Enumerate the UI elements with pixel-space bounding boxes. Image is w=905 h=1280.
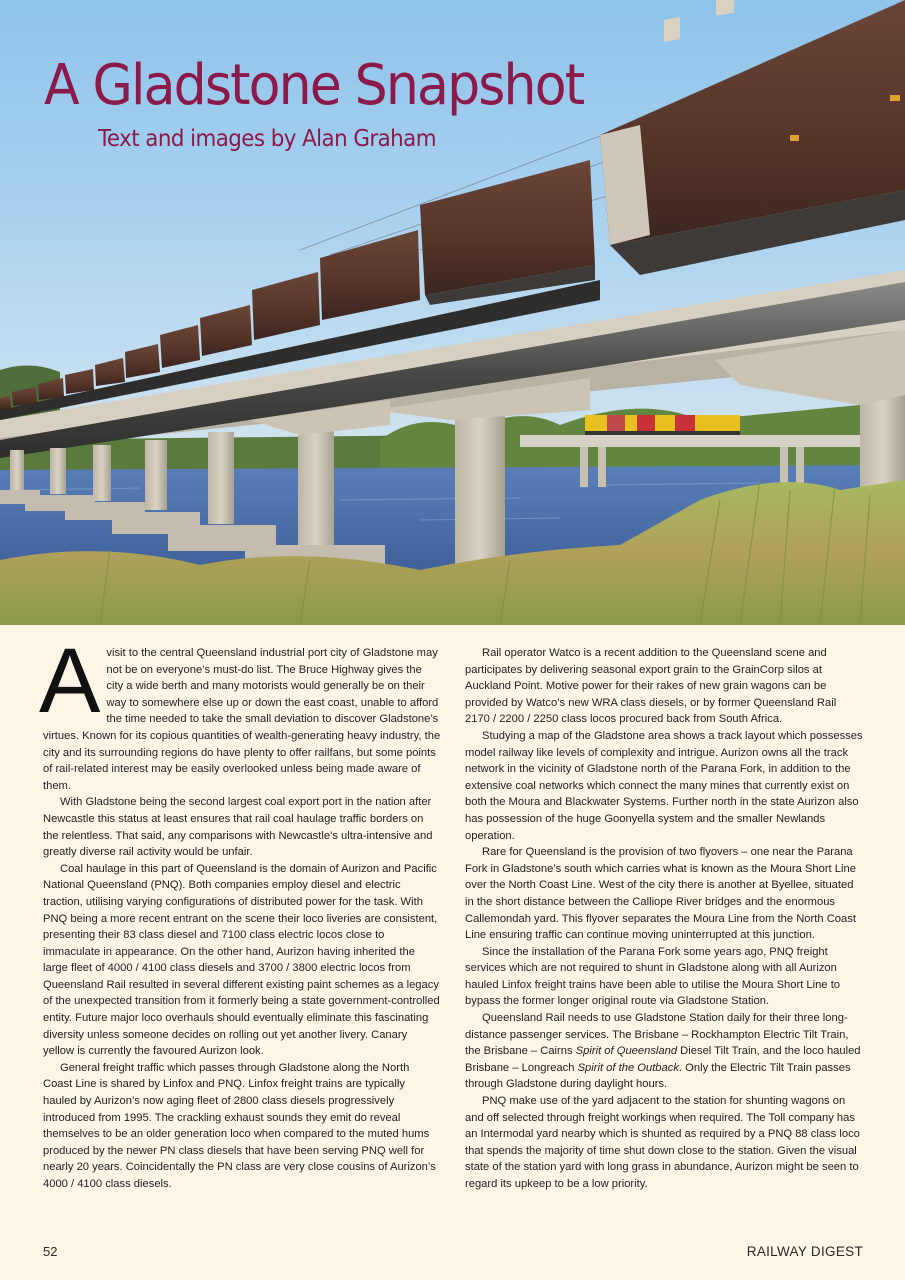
article-title: A Gladstone Snapshot	[44, 53, 584, 118]
paragraph: Rare for Queensland is the provision of two flyovers – one near the Parana Fork in Gladstone’s south which carries what is known as the Moura Short Line over the North Coast Line. West of the city there is another at Byellee, situated in the short distance between the Calliope River bridges and the enormous Callemondah yard. This flyover separates the Moura Line from the North Coast Line ensuring traffic can continue moving uninterrupted at this junction.	[465, 846, 856, 942]
page-footer	[43, 1244, 863, 1259]
train-name: Spirit of the Outback	[577, 1061, 679, 1074]
paragraph: Since the installation of the Parana Fork some years ago, PNQ freight services which are not required to shunt in Gladstone along with all Aurizon hauled Linfox freight trains have been able to utilise the Moura Short Line to bypass the former longer original route via Gladstone Station.	[465, 945, 841, 1008]
page-number: 52	[43, 1244, 58, 1259]
article-column-right	[465, 645, 863, 1193]
train-name: Spirit of Queensland	[575, 1045, 678, 1058]
paragraph: PNQ make use of the yard adjacent to the station for shunting wagons on and off selected through freight workings when required. The Toll company has an Intermodal yard nearby which is shunted as required by a PNQ 88 class loco that spends the majority of time shut down close to the station. Given the visual state of the station yard with long grass in abundance, Aurizon might be seen to regard its upkeep to be a low priority.	[465, 1095, 860, 1190]
publication-name: RAILWAY DIGEST	[746, 1244, 863, 1259]
locomotive-yellow-red	[585, 415, 740, 435]
paragraph: Rail operator Watco is a recent addition to the Queensland scene and participates by delivering seasonal export grain to the GrainCorp silos at Auckland Point. Motive power for their rakes of new grain wagons can be provided by Watco’s new WRA class diesels, or by former Queensland Rail 2170 / 2200 / 2250 class locos procured back from South Africa.	[465, 647, 837, 726]
article-byline: Text and images by Alan Graham	[98, 126, 436, 152]
paragraph: Avisit to the central Queensland industrial port city of Gladstone may not be on everyone’s must-do list. The Bruce Highway gives the city a wide berth and many motorists would generally be on their way to somewhere else up or down the east coast, unable to afford the time needed to take the small deviation to discover Gladstone’s virtues. Known for its copious quantities of wealth-generating heavy industry, the city and its surrounding regions do have plenty to offer railfans, but some points of rail-related interest may be easily overlooked unless being made aware of them.	[39, 630, 441, 792]
paragraph: Coal haulage in this part of Queensland is the domain of Aurizon and Pacific National Queensland (PNQ). Both companies employ diesel and electric traction, utilising varying configurations of distributed power for the task. With PNQ being a more recent entrant on the scene their loco liveries are consistent, presenting their 83 class diesel and 7100 class electric locos close to immaculate in appearance. On the other hand, Aurizon having inherited the large fleet of 4000 / 4100 class diesels and 3700 / 3800 electric locos from Queensland Rail resulted in several different existing paint schemes as a legacy of the unexpected transition from it formerly being a state government-controlled entity. Future major loco overhauls should eventually eliminate this fascinating diversity unless someone decides on rolling out yet another livery. Canary yellow is currently the favoured Aurizon look.	[43, 862, 440, 1058]
paragraph: Studying a map of the Gladstone area shows a track layout which possesses model railway like levels of complexity and intrigue. Aurizon owns all the track network in the vicinity of Gladstone north of the Parana Fork, in addition to the extensive coal networks which connect the many mines that currently exist on both the Moura and Blackwater Systems. Further north in the state Aurizon also has possession of the huge Goonyella system and the smaller Newlands operation.	[465, 729, 863, 842]
paragraph: With Gladstone being the second largest coal export port in the nation after Newcastle this status at least ensures that rail coal haulage traffic borders on the relentless. That said, any comparisons with Newcastle’s ultra-intensive and greatly diverse rail activity would be unfair.	[43, 796, 433, 859]
paragraph: General freight traffic which passes through Gladstone along the North Coast Line is shared by Linfox and PNQ. Linfox freight trains are typically hauled by Aurizon’s now aging fleet of 2800 class diesels progressively introduced from 1995. The crackling exhaust sounds they emit do reveal themselves to be an older generation loco when compared to the muted hums produced by the newer PN class diesels that have been serving PNQ well for nearly 20 years. Coincidentally the PN class are very close cousins of Aurizon’s 4000 / 4100 class diesels.	[43, 1061, 436, 1190]
article-body	[39, 630, 863, 1193]
article-column-left	[39, 630, 441, 1193]
hero-photo	[0, 0, 905, 625]
drop-cap: A	[39, 630, 101, 732]
paragraph: Queensland Rail needs to use Gladstone Station daily for their three long-distance passenger services. The Brisbane – Rockhampton Electric Tilt Train, the Brisbane – Cairns Spirit of Queensland Diesel Tilt Train, and the loco hauled Brisbane – Longreach Spirit of the Outback. Only the Electric Tilt Train passes through Gladstone during daylight hours.	[465, 1012, 861, 1091]
